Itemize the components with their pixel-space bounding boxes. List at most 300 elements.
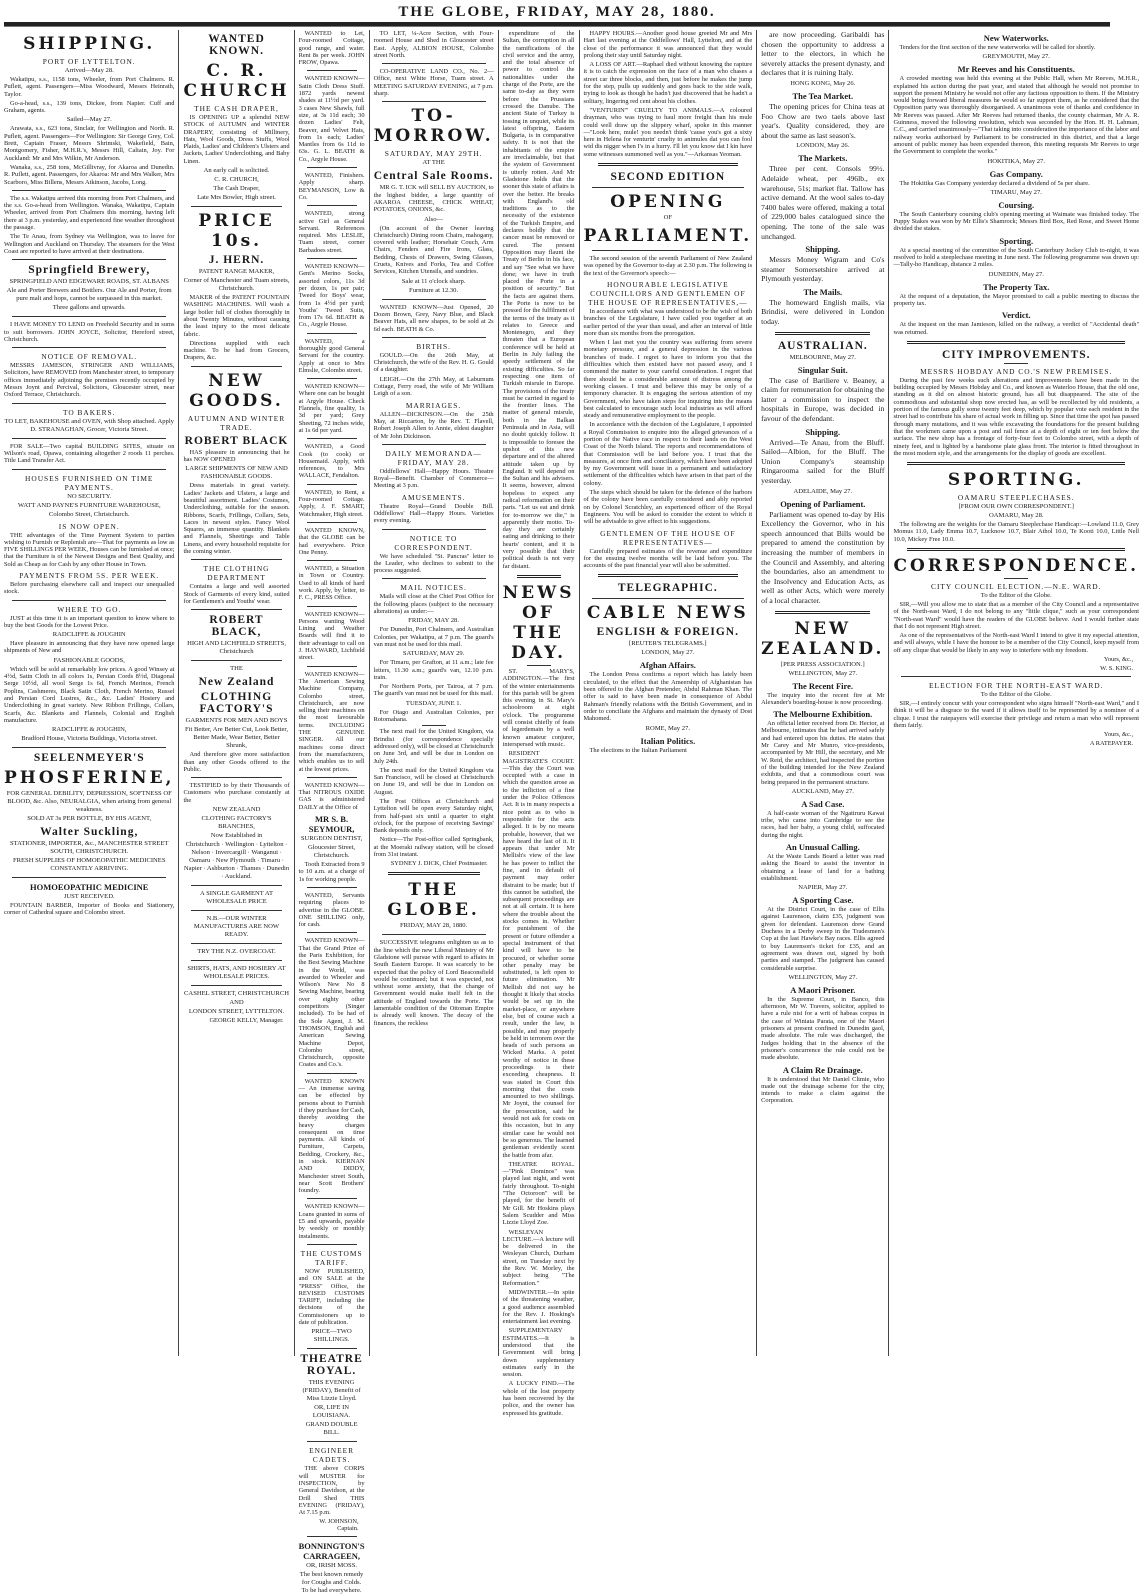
centered-line: FASHIONABLE GOODS, — [53, 656, 125, 664]
divider — [191, 609, 281, 610]
headline: CLOTHING FACTORY'S — [199, 691, 274, 716]
paragraph: The s.s. Wakatipu arrived this morning from Port Chalmers, and the s.s. Go-a-head from Wellington. Wanaka, Wakatipu, Captain Wheeler, arrived from Port Chalmers this morning, having left there at 3 p.m. yesterday, and experienced fine weather throughout the passage. — [4, 194, 175, 232]
paragraph: are now proceeding. Garibaldi has chosen the opportunity to address a letter to the electors, in which he severely attacks the present dynasty, and declares that it is ruining Italy. — [761, 30, 885, 78]
paragraph: At the request of a deputation, the Mayor promised to call a public meeting to discuss the property tax. — [893, 292, 1140, 307]
article-title: Coursing. — [998, 199, 1035, 210]
paragraph: THE above CORPS will MUSTER for INSPECTION, by General Davidson, at the Drill Shed THIS EVENING (FRIDAY), At 7.15 p.m. — [298, 1465, 365, 1517]
headline: J. HERN. — [208, 254, 265, 267]
divider — [382, 444, 486, 445]
centered-line: FRIDAY, MAY 28, 1880. — [399, 922, 468, 930]
centered-line: OF — [663, 214, 673, 222]
double-divider — [598, 574, 739, 577]
divider — [12, 438, 166, 439]
paragraph: (On account of the Owner leaving Christchurch) Dining room Chairs, mahogany, covered with leather; Horsehair Couch, Arm Chairs, Fenders and Fire Irons, Glass, Bedding, Chests of Drawers, Swing Glasses, Cruets, Knives and Forks, Tea and Coffee Services, Kitchen Utensils, and sundries. — [373, 224, 494, 276]
paragraph: WANTED KNOWN—The American Sewing Machine Company, Colombo street, Christchurch, are now selling their machines on the most favourable terms. INCLUDING THE GENUINE SINGER. All our machines come direct from the manufacturers, which enables us to sell at the lowest prices. — [298, 670, 365, 773]
divider — [307, 932, 357, 933]
article-title: A Sporting Case. — [792, 895, 854, 906]
double-divider — [907, 548, 1125, 551]
section-heading: SHIPPING. — [23, 34, 156, 54]
article-title: Mr Reeves and his Constituents. — [957, 64, 1075, 75]
article-title: An Unusual Calling. — [785, 841, 860, 852]
paragraph: WANTED, Finishers. Apply sharp. BEYMANSON, Low & Co. — [298, 172, 365, 201]
subheading: BIRTHS. — [416, 341, 451, 351]
centered-line: Arrived—May 28. — [64, 67, 114, 74]
paragraph: Tenders for the first section of the new waterworks will be called for shortly. — [899, 44, 1096, 51]
divider — [307, 205, 357, 206]
article-title: The Melbourne Exhibition. — [773, 709, 873, 720]
subheading: GENTLEMEN OF THE HOUSE OF REPRESENTATIVES— — [600, 528, 736, 547]
subheading: SATURDAY, MAY 29TH. — [384, 149, 483, 159]
short-divider — [527, 665, 551, 666]
article-title: The Mails. — [803, 286, 843, 297]
paragraph: FOR SALE—Two capital BUILDING SITES, situate on Wilson's road, Opawa, containing altogether 2 roods 11 perches. Title Land Transfer Act. — [4, 442, 175, 465]
centered-line: THIS EVENING (FRIDAY), Benefit of Miss Lizzie Lloyd. — [302, 1379, 361, 1403]
paragraph: Tooth Extracted from 9 to 10 a.m. at a charge of 1s for working people. — [298, 861, 365, 883]
paragraph: WANTED KNOWN—Gent's Merino Socks, assorted colors, 11s 3d per dozen, 1s per pair; Tweed for Boys' wear, from 1s 4½d per yard; Youths' Tweed Suits, from 17s 6d. BEATH & Co., Argyle House. — [298, 263, 365, 329]
paragraph: WANTED KNOWN—Just Opened, 20 Dozen Brown, Grey, Navy Blue, and Black Beaver Hats, all new shapes, to be sold at 2s 6d each. BEATH & Co. — [373, 303, 494, 333]
paragraph: Mails will close at the Chief Post Office for the following places (subject to the necessary alterations) as under:— — [373, 593, 494, 616]
centered-line: WELLINGTON, May 27. — [788, 669, 858, 677]
column-8 — [888, 30, 1143, 1356]
divider — [307, 1536, 357, 1537]
paragraph: The London Press confirms a report which has lately been circulated, to the effect that the Ameership of Afghanistan has been offered to the Afghan Pretender, Abdul Rahman Khan. The offer is said to have been made in consequence of Abdul Rahman's friendly relations with the British Government, and in order to conciliate the Afghans and maintain the dynasty of Dost Mahomed. — [583, 671, 753, 723]
headline: SECOND EDITION — [610, 171, 726, 184]
section-heading: NEW GOODS. — [189, 370, 284, 411]
divider — [12, 347, 166, 348]
short-divider — [1004, 578, 1028, 579]
paragraph: TO LET, ¼-Acre Section, with Four-roomed House and Shed in Gloucester street East. Apply, ALBION HOUSE, Colombo street North. — [373, 30, 494, 59]
centered-line: TIMARU, May 27. — [990, 188, 1042, 196]
divider — [191, 943, 281, 944]
article-title: Italian Politics. — [640, 735, 696, 746]
column-5 — [498, 30, 579, 1417]
paragraph: When I last met you the country was suffering from severe monetary pressure, and a general depression in the various branches of trade. I regret to have to inform you that the difficulties which then existed have not passed away, and I commend the matter to your careful consideration. I regret that there should be a considerable amount of distress among the working classes. I trust and believe this may be only of a temporary character. It is engaging the serious attention of my Government, who have taken steps for inquiring into the means best calculated to encourage such local industries as will afford steady and remunerative employment to the people. — [583, 339, 753, 420]
paragraph: The case of Bariliere v. Beaney, a claim for remuneration for obtaining the latter a commission to inspect the hospitals in Europe, was decided in favour of the defendant. — [761, 375, 885, 424]
divider — [307, 522, 357, 523]
centered-line: A SINGLE GARMENT AT WHOLESALE PRICE — [200, 889, 273, 905]
subheading: WHERE TO GO. — [57, 604, 122, 614]
paragraph: HAS pleasure in announcing that he has NOW OPENED — [183, 448, 290, 464]
paragraph: Which will be sold at remarkably low prices. A good Winsey at 4½d, Satin Cloth in all colors 1s, Persian Cords 8½d, Diagonal Serge 10½d, all wool Serge 1s 6d, French Merinos, French Poplins, Cashmeres, Black Satin Cloth, French Merino, Russel and Persian Cord Lustres, &c., &c. Ladies' Hosiery and Underclothing in great variety. New Ribbon Frillings, Collars, Scarfs, &c. Blankets and Flannels, Colonial and English manufacture. — [4, 665, 175, 724]
divider — [901, 676, 1131, 677]
headline: TELEGRAPHIC. — [617, 582, 718, 595]
divider — [592, 250, 745, 251]
centered-line: LONDON, May 26. — [796, 142, 850, 150]
article-title: Verdict. — [1001, 310, 1031, 321]
subheading: NOTICE TO CORRESPONDENT. — [394, 533, 473, 552]
paragraph: WANTED KNOWN—Satin Cloth Dress Stuff. 1872 yards newest shades at 11½d per yard. 3 cases New Shawls, full size, at 3s 11d each; 30 dozen Ladies' Felt, Beaver, and Velvet Hats, from 1s each; Ladies' Mantles from 6s 11d to 63s. G. L. BEATH & Co., Argyle House. — [298, 75, 365, 163]
paragraph: LEIGH.—On the 27th May, at Laburnum Cottage, Ferry road, the wife of Mr William Leigh of a son. — [373, 375, 494, 398]
divider — [12, 877, 166, 878]
headline: Springfield Brewery, — [28, 264, 151, 277]
centered-line: JUST RECEIVED. — [63, 893, 115, 901]
article-title: Opening of Parliament. — [780, 498, 866, 509]
centered-line: AT THE — [422, 159, 445, 167]
divider — [307, 438, 357, 439]
article-title: Gas Company. — [989, 168, 1043, 179]
paragraph: The second session of the seventh Parliament of New Zealand was opened by the Governor to-day at 2.30 p.m. The following is the text of the Governor's speech:— — [583, 255, 753, 277]
divider — [307, 1441, 357, 1442]
centered-line: CLOTHING FACTORY'S BRANCHES, — [201, 814, 272, 830]
headline: SEELENMEYER'S — [33, 752, 145, 765]
centered-line: [PER PRESS ASSOCIATION.] — [780, 660, 865, 668]
centered-line: OR, IRISH MOSS. — [306, 1562, 358, 1570]
subheading: NOTICE OF REMOVAL. — [41, 352, 138, 362]
article-title: A Sad Case. — [801, 798, 845, 809]
paragraph: SUPPLEMENTARY ESTIMATES.—It is understood that the Government will bring down supplementary estimates early in the session. — [502, 1327, 575, 1379]
double-divider — [907, 341, 1125, 344]
centered-line: HONG KONG, May 26. — [790, 79, 856, 87]
article-title: HOMOEOPATHIC MEDICINE — [30, 882, 149, 893]
centered-line: Sailed—May 27. — [66, 116, 112, 124]
centered-line: SOLD AT 3s PER BOTTLE, BY HIS AGENT, — [27, 815, 152, 823]
headline: New Zealand — [198, 676, 275, 689]
headline: CITY IMPROVEMENTS. — [941, 348, 1091, 361]
masthead — [0, 0, 1114, 22]
divider — [191, 910, 281, 911]
centered-line: CASHEL STREET, CHRISTCHURCH — [184, 989, 289, 997]
centered-line: The Cash Draper, — [213, 185, 260, 193]
section-heading: TO-MORROW. — [373, 106, 494, 147]
subheading: DAILY MEMORANDA—FRIDAY, MAY 28. — [385, 448, 482, 467]
paragraph: A LOSS OF ART.—Raphael died without knowing the rapture it is to catch the expression on the face of a man who chases a street car three blocks, and then, just before he makes the jump for the step, pulls up suddenly and goes back to the side walk, trying to look as though he hadn't just discovered that he hadn't a solitary, lingering red cent about his clothes. — [583, 61, 753, 105]
divider — [307, 560, 357, 561]
centered-line: RADCLIFFE & JOUGHIN — [52, 631, 126, 639]
paragraph: WANTED, Servants requiring places to advertise in the GLOBE. ONE SHILLING only, for cash. — [298, 891, 365, 929]
centered-line: GARMENTS FOR MEN AND BOYS — [185, 717, 288, 725]
divider — [382, 337, 486, 338]
paragraph: THE advantages of the Time Payment System to parties wishing to Furnish or Replenish are—That for payments as low as FIVE SHILLINGS PER WEEK, Houses can be furnished at once; that the Furniture is of the Newest Designs and Best Quality, and Sold as Cheap as for Cash by any other House in Town. — [4, 531, 175, 568]
paragraph: WANTED, a Situation in Town or Country. Used to all kinds of hard work. Apply, by letter, to F. C., PRESS Office. — [298, 565, 365, 602]
centered-line: NEW ZEALAND — [212, 805, 261, 813]
signature: GEORGE KELLY, Manager. — [209, 1016, 284, 1024]
paragraph: The homeward English mails, via Brindisi, were delivered in London today. — [761, 297, 885, 327]
paragraph: TESTIFIED to by their Thousands of Customers who purchase constantly at the — [183, 782, 290, 804]
centered-line: An early call is solicited. — [203, 167, 270, 175]
divider — [191, 985, 281, 986]
paragraph: For Timaru, per Grafton, at 11 a.m.; late fee letters, 11.30 a.m.; guard's van, 12.10 p.m. train. — [373, 659, 494, 681]
paragraph: GOULD.—On the 26th May, at Christchurch, the wife of the Rev. H. G. Gould of a daughter. — [373, 351, 494, 374]
paragraph: For Northern Ports, per Tairoa, at 7 p.m. The guard's van must not be used for this mail. — [373, 683, 494, 698]
centered-line: TUESDAY, JUNE 1. — [405, 699, 462, 707]
paragraph: WANTED, a thoroughly good General Servant for the country. Apply at once to Mrs Elmslie, Colombo street. — [298, 337, 365, 374]
article-title: Singular Suit. — [797, 364, 848, 375]
section-heading: OPENING — [610, 192, 726, 213]
paragraph: The next mail for the United Kingdom via San Francisco, will be closed at Christchurch on June 19, and will be due in London on August. — [373, 766, 494, 796]
centered-line: N.B.—OUR WINTER MANUFACTURES ARE NOW READY. — [193, 914, 280, 938]
paragraph: In the Supreme Court, in Banco, this afternoon, Mr W. Travers, solicitor, applied to have a rule nisi for a writ of habeas corpus in the case of Winiata Parata, one of the Maori prisoners at present confined in Dunedin gaol, made absolute. The rule was discharged, the Judges holding that in the absence of the prisoner's concurrence the rule could not be made absolute. — [761, 995, 885, 1062]
article-title: Afghan Affairs. — [639, 660, 696, 671]
article-title: A Maori Prisoner. — [790, 984, 856, 995]
headline: WANTED KNOWN. — [208, 33, 265, 57]
headline: Walter Suckling, — [40, 826, 139, 839]
article-title: Shipping. — [805, 244, 841, 255]
divider — [307, 666, 357, 667]
paragraph: At the inquest on the man Jamieson, killed on the railway, a verdict of "Accidental death" was returned. — [893, 321, 1140, 336]
divider — [307, 333, 357, 334]
centered-line: [FROM OUR OWN CORRESPONDENT.] — [958, 503, 1074, 511]
centered-line: Now Established in — [210, 831, 263, 839]
article-title: Shipping. — [805, 426, 841, 437]
centered-line: Also— — [424, 215, 444, 223]
centered-line: LONDON, May 27. — [641, 649, 695, 657]
centered-line: LONDON STREET, LYTTELTON. — [188, 1007, 285, 1015]
section-heading: C. R. CHURCH — [183, 61, 290, 101]
subheading: TO BAKERS. — [62, 407, 116, 417]
section-heading: NEW ZEALAND. — [761, 618, 885, 659]
paragraph: Notice—The Post-office called Springbank, at the Moeraki railway station, will be closed from 31st instant. — [373, 836, 494, 859]
signature: SYDNEY J. DICK, Chief Postmaster. — [390, 860, 488, 868]
paragraph: For Otago and Australian Colonies, per Rotomahana. — [373, 708, 494, 724]
article-title: The Tea Market. — [792, 90, 854, 101]
centered-line: ROME, May 27. — [645, 724, 690, 732]
centered-line: ADELAIDE, May 27. — [793, 487, 853, 495]
centered-line: [REUTER'S TELEGRAMS.] — [629, 640, 707, 648]
divider — [307, 887, 357, 888]
headline: THEATRE ROYAL. — [300, 1353, 363, 1378]
centered-line: SATURDAY, MAY 29. — [402, 650, 465, 658]
centered-line: AND — [229, 998, 244, 1006]
double-divider — [907, 462, 1125, 465]
paragraph: "VENTURIN'" CRUELTY TO ANIMALS.—A coloured drayman, who was trying to haul more freight than his mule could well draw up the slippery wharf, spoke in this manner—"Look here, mule! you needn't think 'cause you's got a sixty here in Helena for venturin' cruelty to animules dat you can fool wid dis nigger when I's in a hurry. I'll let you know dat I kin have some witnesses summoned well as you."—Arkansas Yeoman. — [583, 106, 753, 158]
paragraph: The Te Anau, from Sydney via Wellington, was to leave for Wellington and Auckland on Thursday. The steamers for the West Coast are reported to have arrived at their destinations. — [4, 233, 175, 255]
centered-line: LARGE SHIPMENTS OF NEW AND FASHIONABLE GOODS. — [185, 465, 288, 481]
paragraph: A half-caste woman of the Ngatiruru Kawai tribe, who came into Cambridge to see the races, had her baby, a young child, suffocated during the night. — [761, 809, 885, 839]
paragraph: The Hokitika Gas Company yesterday declared a dividend of 5s per share. — [899, 179, 1090, 187]
section-heading: PHOSFERINE, — [4, 768, 175, 789]
subheading: MESSRS HOBDAY AND CO.'S NEW PREMISES. — [920, 366, 1113, 376]
headline: Central Sale Rooms. — [373, 170, 494, 183]
divider — [382, 529, 486, 530]
centered-line: NAPIER, May 27. — [798, 884, 848, 892]
divider — [307, 1073, 357, 1074]
centered-line: OAMARU, May 28. — [988, 512, 1044, 520]
paragraph: Dress materials in great variety. Ladies' Jackets and Ulsters, a large and beautiful assortment. Ladies' Costumes, Underclothing, suitable for the season. Ribbons, Scarfs, Frillings, Collars, Sets, Laces in newest styles. Fancy Wool Squares, an immense quantity. Blankets and Flannels, Sheetings and Table Linens, and every household requisite for the coming winter. — [183, 482, 290, 556]
subheading: MARRIAGES. — [405, 400, 462, 410]
paragraph: HAPPY HOURS.—Another good house greeted Mr and Mrs Hart last evening at the Oddfellows' Hall, Lyttelton, and at the close of the performance it was announced that they would prolong their stay until Saturday night. — [583, 30, 753, 59]
paragraph: At a special meeting of the committee of the South Canterbury Jockey Club to-night, it was resolved to hold a steeplechase meeting in June next. The following programme was drawn up:—Tally-ho Handicap, distance 2 miles. — [893, 246, 1140, 269]
divider — [12, 403, 166, 404]
paragraph: WANTED, a Good Cook (to cook) or Housemaid. Apply, with references, to Mrs WALLACE, Fendalton. — [298, 443, 365, 480]
column-4 — [369, 30, 498, 1356]
paragraph: In accordance with what was understood to be the wish of both branches of the Legislature, I have called you together at an earlier period of the year than usual, and after an interval of little more than six months from the prorogation. — [583, 307, 753, 337]
subheading: THE CASH DRAPER, — [194, 104, 279, 113]
section-heading: THE GLOBE. — [387, 880, 480, 921]
centered-line: PATENT RANGE MAKER, — [198, 268, 275, 276]
divider — [382, 934, 486, 935]
centered-line: FRIDAY, MAY 28. — [408, 617, 459, 625]
centered-line: Furniture at 12.30. — [409, 286, 459, 294]
divider — [191, 885, 281, 886]
centered-line: AUCKLAND, May 27. — [791, 787, 854, 795]
centered-line: Colombo Street, Christchurch. — [48, 510, 130, 518]
paragraph: The next mail for the United Kingdom, via Brindisi (for correspondence specially addressed only), will be closed at Christchurch on June 3rd, and will be due in London on July 24th. — [373, 728, 494, 765]
divider — [307, 258, 357, 259]
paragraph: A crowded meeting was held this evening at the Public Hall, when Mr Reeves, M.H.R., explained his action during the past year, and stated that although he would not promise to support the present Ministry he would not offer any factious opposition to them. If the Ministry would bring forward liberal measures he would so far support them, as he considered that the Opposition party was thoroughly disorganised. A unanimous vote of thanks and confidence in Mr Reeves was passed. After Mr Reeves had returned thanks, the county chairman, Mr A. R. Guinness, moved the following resolution, which was seconded by the Hon. H. H. Lahman, C.C., and carried unanimously—"That taking into consideration the importance of the labor and railway works authorised by Parliament to be constructed in this district, and that a large amount of public money has been expended thereon, this meeting requests Mr Reeves to urge the Government to complete the works." — [893, 75, 1140, 156]
paragraph: Before purchasing elsewhere call and inspect our unequalled stock. — [4, 580, 175, 596]
paragraph: The following are the weights for the Oamaru Steeplechase Handicap:—Lowland 11.0, Grey Momus 11.0, Lady Emma 10.7, Lucknow 10.7, Blair Athol 10.0, Te Kooti 10.0, Little Nell 10.0, Mickey Free 10.0. — [893, 521, 1140, 543]
paragraph: MAKER of the PATENT FOUNTAIN WASHING MACHINES. Will wash a large boiler full of clothes thoroughly in about Twenty Minutes, without causing the least injury to the most delicate fabric. — [183, 294, 290, 338]
paragraph: WANTED KNOWN—That NITROUS OXIDE GAS is administered DAILY at the Office of — [298, 781, 365, 811]
paragraph: It is understood that Mr Daniel Climie, who made out the drainage scheme for the city, intends to make a claim against the Corporation. — [761, 1075, 885, 1105]
centered-line: The best known remedy for Coughs and Colds. To be had everywhere. — [299, 1571, 364, 1595]
centered-line: GREYMOUTH, May 27. — [982, 53, 1050, 61]
short-divider — [1004, 363, 1028, 364]
paragraph: MIDWINTER.—In spite of the threatening weather, a good audience assembled for the Rev. J. Hosking's entertainment last evening. — [502, 1288, 575, 1326]
double-divider — [517, 575, 561, 578]
paragraph: In accordance with the decision of the Legislature, I appointed a Royal Commission to enquire into the alleged grievances of a portion of the Native race in respect to their lands on the West Coast of the North Island. The reports and recommendations of that Commission will be laid before you. I trust that the measures, at once firm and conciliatory, which have been adopted by my Government will issue in a permanent and satisfactory settlement of the difficulties which have arisen in that part of the colony. — [583, 421, 753, 487]
centered-line: FRESH SUPPLIES OF HOMOEOPATHIC MEDICINES CONSTANTLY ARRIVING. — [12, 857, 166, 873]
signature: A RATEPAYER. — [1089, 740, 1134, 748]
paragraph: The Post Offices at Christchurch and Lyttelton will be open every Saturday night, from half-past six until a quarter to eight o'clock, for the purpose of receiving Savings' Bank deposits only. — [373, 798, 494, 835]
paragraph: WANTED KNOWN—Persons wanting Wood Lining and Weather Boards will find it to their advantage to call on J. HAYWARD, Lichfield street. — [298, 610, 365, 662]
divider — [12, 469, 166, 470]
centered-line: THE — [230, 665, 243, 673]
divider — [12, 600, 166, 601]
paragraph: At the District Court, in the case of Ellis against Laurenson, claim £35, judgment was given for defendant. Laurenson drew Grand Duchess in a Derby sweep in the Tradesmen's Cup at the last Hawke's Bay races. Ellis agreed to buy Laurenson's ticket for £35, and an agreement was drawn out, signed by both parties and stamped. The judgment has caused considerable surprise. — [761, 906, 885, 972]
double-divider — [775, 332, 870, 335]
article-title: BONNINGTON'S CARRAGEEN, — [298, 1541, 365, 1562]
column-1 — [0, 30, 178, 1356]
centered-line: PRICE—TWO SHILLINGS. — [311, 1328, 352, 1344]
paragraph: WANTED to Let, Four-roomed Cottage, good range, and water. Rent 8s per week. JOHN FROW, Opawa. — [298, 30, 365, 67]
section-heading: PRICE 10s. — [198, 211, 275, 252]
paragraph: During the past few weeks such alterations and improvements have been made in the building occupied by Messrs Hobday and Co., and known as Waterloo House, that the old one, standing as it did on almost historic ground, has all but disappeared. The site of the commodious and substantial shop now erected has, as will be recollected by old residents, a portion of the famous gully some twenty feet deep, which by popular vote each resident in the street had to contribute his share of actual work in filling up. Since that time the spot has passed through many mutations, and it was while excavating the foundations for the present building that the workmen came upon a post and rail fence at a depth of eight or ten feet below the surface. The new shop has a frontage of forty-four feet to Colombo street, with a depth of ninety feet, and is lighted by a handsome plate glass front. The interior is fitted throughout in the most modern style, and the arrangements for the display of goods are excellent. — [893, 376, 1140, 457]
divider — [592, 187, 745, 188]
article-title: The Markets. — [798, 153, 848, 164]
subheading: HOUSES FURNISHED ON TIME PAYMENTS. — [25, 473, 154, 492]
divider — [12, 190, 166, 191]
paragraph: Oddfellows' Hall—Happy Hours. Theatre Royal—Benefit. Chamber of Commerce—Meeting at 3 p.m. — [373, 467, 494, 490]
subheading: ENGINEER CADETS. — [309, 1446, 355, 1465]
centered-line: WELLINGTON, May 27. — [788, 973, 858, 981]
paragraph: NOW PUBLISHED, and ON SALE at the "PRESS" Office, the REVISED CUSTOMS TARIFF, including the decisions of the Commissioners up to date of publication. — [298, 1267, 365, 1327]
divider — [307, 167, 357, 168]
paragraph: SIR,—I entirely concur with your correspondent who signs himself "North-east Ward," and I think it will be a disgrace to the ward if it allows itself to be represented by a nominee of a clique. I trust the ratepayers will exercise their privilege and return a man who will represent them fairly. — [893, 700, 1140, 729]
divider — [382, 101, 486, 102]
centered-line: DUNEDIN, May 27. — [988, 270, 1044, 278]
divider — [307, 777, 357, 778]
centered-line: Sale at 11 o'clock sharp. — [401, 277, 466, 285]
double-divider — [775, 611, 870, 614]
paragraph: Carefully prepared estimates of the revenue and expenditure for the ensuing twelve months will be laid before you. The accounts of the past financial year will also be submitted. — [583, 547, 753, 570]
double-divider — [598, 163, 739, 166]
paragraph: IS OPENING UP a splendid NEW STOCK of AUTUMN and WINTER DRAPERY, consisting of Millinery, Hats, Wool Goods, Dress Stuffs, Wool Plaids, Ladies' and Children's Ulsters and Jackets, Ladies' Underclothing, and Baby Linen. — [183, 114, 290, 165]
paragraph: SUCCESSIVE telegrams enlighten us as to the line which the new Liberal Ministry of Mr Gladstone will pursue with regard to affairs in South Eastern Europe. It was scarcely to be expected that the policy of Lord Beaconsfield would be continued; but it was expected, not without some anxiety, that the change of Government would make itself felt in the attitude of England towards the Porte. The lamentable condition of the Ottoman Empire is already well known. The decay of the finances, the reckless — [373, 939, 494, 1027]
paragraph: Have pleasure in announcing that they have now opened large shipments of New and — [4, 640, 175, 655]
headline: AUSTRALIAN. — [777, 339, 868, 352]
centered-line: SHIRTS, HATS, AND HOSIERY AT WHOLESALE PRICES. — [187, 964, 286, 980]
paragraph: Theatre Royal—Grand Double Bill. Oddfellows' Hall—Happy Hours. Varieties every evening. — [373, 502, 494, 525]
divider — [307, 484, 357, 485]
divider — [307, 1348, 357, 1349]
divider — [191, 206, 281, 207]
divider — [307, 606, 357, 607]
divider — [12, 316, 166, 317]
column-2 — [178, 30, 293, 1356]
paragraph: The South Canterbury coursing club's opening meeting at Waimate was finished today. The Puppy Stakes was won by Mr Ellis's Shamrock; Messrs Bird Box, Red Rose, and Sweet Home divided the stakes. — [893, 210, 1140, 233]
paragraph: An official letter received from Dr. Hector, at Melbourne, intimates that he had arrived safely and had entered upon his duties. He states that Mr Carey and Mr Munro, vice-presidents, accompanied by Mr Hill, the secretary, and Mr W. Reid, the architect, had inspected the portion of the building intended for the New Zealand exhibits, and that a commodious court was being prepared in the permanent structure. — [761, 720, 885, 786]
paragraph: Wakatipu, s.s., 1158 tons, Wheeler, from Port Chalmers. R. Puflett, agent. Passengers—Miss Woodward, Messrs Heinrath, Taylor. — [4, 76, 175, 98]
signature: W. S. KING. — [1100, 665, 1134, 673]
paragraph: The elections to the Italian Parliament — [589, 746, 687, 754]
paragraph: WESLEYAN LECTURE.—A lecture will be delivered in the Wesleyan Church, Durham street, on Tuesday next by the Rev. W. Morley, the subject being "The Reformation." — [502, 1228, 575, 1287]
short-divider — [422, 725, 446, 726]
centered-line: Three gallons and upwards. — [52, 304, 126, 312]
article-title: MR S. B. SEYMOUR, — [308, 814, 355, 835]
subheading: OAMARU STEEPLECHASES. — [957, 493, 1075, 503]
paragraph: WANTED KNOWN—That the Grand Prize of the Paris Exhibition, for the Best Sewing Machine in the World, was awarded to Wheeler and Wilson's New No 8 Sewing Machine, bearing over eighty other competitors (Singer included). To be had of the Sole Agent, J. M. THOMSON, English and American Sewing Machine Depot, Colombo street, Christchurch, opposite Coates and Co.'s. — [298, 937, 365, 1069]
divider — [191, 660, 281, 661]
divider — [382, 578, 486, 579]
section-heading: CORRESPONDENCE. — [893, 555, 1140, 576]
article-title: Sporting. — [999, 235, 1034, 246]
centered-line: HOKITIKA, May 27. — [987, 157, 1046, 165]
centered-line: SURGEON DENTIST, — [300, 835, 363, 843]
newspaper-title: THE GLOBE, FRIDAY, MAY 28, 1880. — [398, 4, 716, 20]
centered-line: GRAND DOUBLE BILL. — [305, 1421, 358, 1437]
divider — [191, 366, 281, 367]
newspaper-columns — [0, 30, 1140, 1595]
subheading: PAYMENTS FROM 5S. PER WEEK. — [19, 570, 160, 580]
paragraph: FOUNTAIN BARBER, Importer of Books and Stationery, corner of Cathedral square and Colombo street. — [4, 902, 175, 917]
paragraph: ALLEN—DICKINSON.—On the 25th May, at Riccarton, by the Rev. T. Flavell, Robert Joseph Allen to Annie, eldest daughter of Mr John Dickinson. — [373, 410, 494, 440]
divider — [382, 63, 486, 64]
column-3 — [294, 30, 369, 1595]
column-6 — [579, 30, 757, 1356]
headline: ROBERT BLACK, — [209, 614, 264, 639]
centered-line: MELBOURNE, May 27. — [789, 353, 856, 361]
paragraph: RESIDENT MAGISTRATE'S COURT.—This day the Court was occupied with a case in which the question arose as to the infliction of a fine under the Police Offences Act. It is in many respects a nice point as to who is responsible for the acts alleged. It is by no means probable, however, that we have heard the last of it. It appears that under Mr Mellish's view of the law he has power to inflict the fine, and in default of payment may order distraint to be made; but if this cannot be satisfied, the subsequent proceedings are not at all certain. It is here where the trouble about the stocks comes in. Whether for punishment of the present or future offender a special instrument of that kind will have to be procured, or whether some other penalty may be substituted, is left open to future elimination. Mr Mellish did not say he thought it likely that stocks would be set up in the market-place, or anywhere else, but of course such a result, under the law, is possible, and may properly be held in terrorem over the heads of such persons as Wicked Marks. A point worthy of notice in these proceedings is their exceeding cheapness. It was stated in Court this morning that the costs amounted to two shillings. Mr Joynt, the counsel for the prosecution, said he would not ask for costs on this occasion, but in any similar case he would not be so generous. The learned gentleman evidently scent the battle from afar. — [502, 750, 575, 1159]
divider — [382, 299, 486, 300]
subheading: THE CUSTOMS TARIFF. — [300, 1248, 363, 1267]
article-title: The Recent Fire. — [792, 680, 854, 691]
subheading: THE CLOTHING DEPARTMENT — [203, 564, 270, 583]
article-title: The Property Tax. — [983, 281, 1050, 292]
paragraph: At the Waste Lands Board a letter was read asking the Board to assist the inventor in obtaining a lease of land for a bathing establishment. — [761, 852, 885, 882]
paragraph: Arawata, s.s., 623 tons, Sinclair, for Wellington and North. R. Puflett, agent. Passengers—For Wellington: Sir George Grey, Col. Brett, Captain Fraser, Messrs Shrimski, Wakefield, Bain, Montgomery, Fisher, M.H.R.'s, Messrs Hill, Caltain, Joy. For Auckland: Mr and Mrs Wilkin, Mr Anderson. — [4, 125, 175, 162]
divider — [307, 1198, 357, 1199]
centered-line: TRY THE N.Z. OVERCOAT. — [197, 947, 276, 955]
paragraph: WANTED KNOWN—Where one can be bought at Argyle House. Check Flannels, fine quality, 1s 3d per yard; Grey Sheeting, 72 inches wide, at 1s 6d per yard. — [298, 383, 365, 434]
paragraph: Arrived—Te Anau, from the Bluff. Sailed—Albion, for the Bluff. The Union Company's steamship Ringarooma sailed for the Bluff yesterday. — [761, 437, 885, 485]
paragraph: The inquiry into the recent fire at Mr Alexander's boarding-house is now proceeding. — [761, 691, 885, 706]
subheading: IS NOW OPEN. — [58, 521, 120, 531]
paragraph: Go-a-head, s.s., 139 tons, Dickee, from Napier. Cuff and Graham, agents. — [4, 99, 175, 115]
paragraph: A LUCKY FIND.—The whole of the lost property has been recovered by the police, and the owner has expressed his gratitude. — [502, 1380, 575, 1417]
masthead-rule — [4, 22, 1110, 27]
paragraph: The opening prices for China teas at Foo Chow are two taels above last year's. Quality considered, they are about the same as last season's. — [761, 101, 885, 140]
headline: ROBERT BLACK — [184, 434, 289, 447]
paragraph: Messrs Money Wigram and Co's steamer Somersetshire arrived at Plymouth yesterday. — [761, 255, 885, 284]
paragraph: For Dunedin, Port Chalmers, and Australian Colonies, per Wakatipu, at 7 p.m. The guard's van must not be used for this mail. — [373, 626, 494, 648]
divider — [191, 960, 281, 961]
subheading: AUTUMN AND WINTER TRADE. — [187, 413, 286, 432]
subheading: ELECTION FOR THE NORTH-EAST WARD. — [929, 681, 1104, 691]
subheading: PORT OF LYTTELTON. — [42, 57, 136, 66]
paragraph: WANTED KNOWN, that the GLOBE can be had everywhere. Price One Penny. — [298, 526, 365, 556]
paragraph: Wanaka, s.s., 258 tons, McGillivray, for Akaroa and Dunedin. R. Puflett, agent. Passengers, for Akaroa: Mr and Mrs Walker, Mrs Scarboro, Miss Billens, Messrs Atkinson, Jacobs, Long. — [4, 163, 175, 186]
paragraph: Contains a large and well assorted Stock of Garments of every kind, suited for Gentlemen's and Youths' wear. — [183, 583, 290, 605]
double-divider — [388, 872, 480, 875]
divider — [307, 1244, 357, 1245]
divider — [12, 747, 166, 748]
subheading: HONOURABLE LEGISLATIVE COUNCILLORS AND GENTLEMEN OF THE HOUSE OF REPRESENTATIVES,— — [588, 279, 748, 307]
signature: Yours, &c., — [1103, 731, 1134, 739]
column-7 — [756, 30, 888, 1356]
paragraph: MR G. T. ICK will SELL BY AUCTION, to the highest bidder, a large quantity of AKAROA CHEESE, CHICK WHEAT, POTATOES, ONIONS, &c. — [373, 184, 494, 214]
centered-line: Christchurch · Wellington · Lyttelton · Nelson · Invercargill · Wanganui · Oamaru · New Plymouth · Timaru · Napier · Ashburton · Thames · Dunedin · Auckland. — [183, 840, 290, 880]
